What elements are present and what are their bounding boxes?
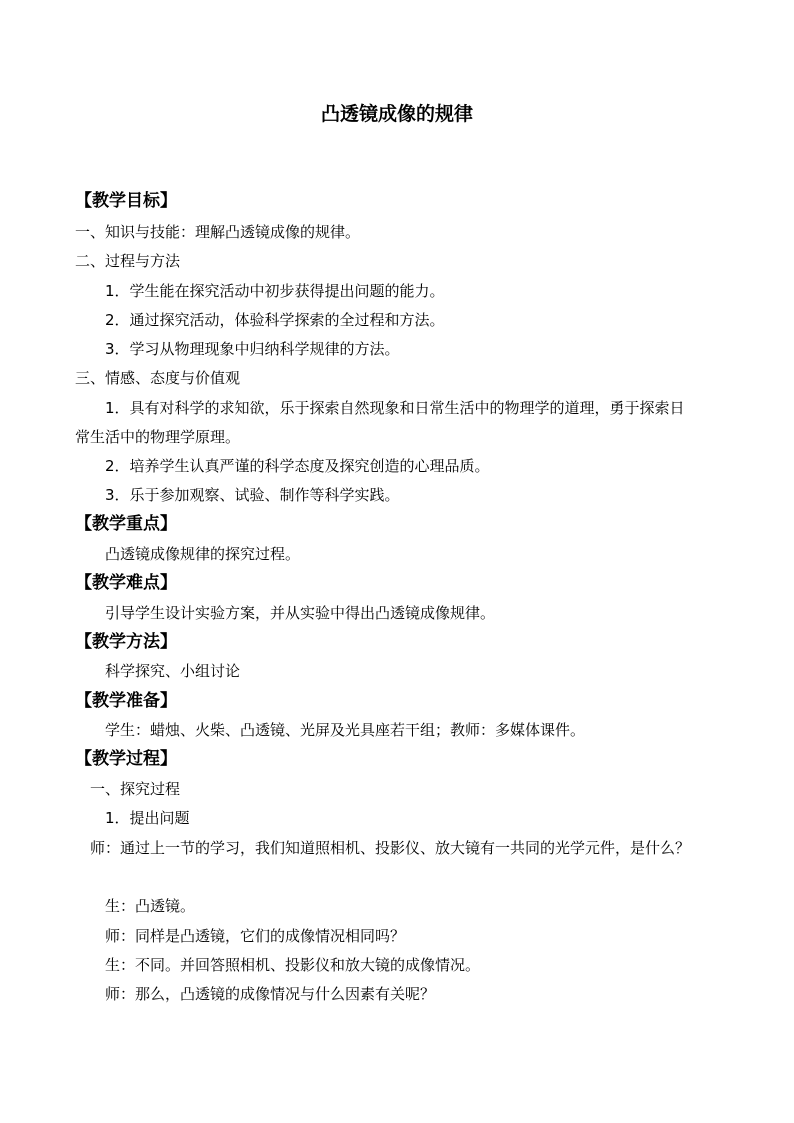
objective-process: 二、过程与方法 [75,252,181,270]
dialogue-teacher-1: 师：通过上一节的学习，我们知道照相机、投影仪、放大镜有一共同的光学元件，是什么？ [90,839,691,857]
objective-process-1: 1．学生能在探究活动中初步获得提出问题的能力。 [105,282,445,300]
preparation-text: 学生：蜡烛、火柴、凸透镜、光屏及光具座若干组；教师：多媒体课件。 [105,721,586,739]
objective-values-3: 3．乐于参加观察、试验、制作等科学实践。 [105,486,400,504]
document-title: 凸透镜成像的规律 [320,103,473,125]
process-step-question: 1．提出问题 [105,809,190,827]
dialogue-teacher-3: 师：那么，凸透镜的成像情况与什么因素有关呢？ [105,985,436,1003]
objective-process-3: 3．学习从物理现象中归纳科学规律的方法。 [105,340,400,358]
methods-text: 科学探究、小组讨论 [105,662,241,680]
process-step-inquiry: 一、探究过程 [90,780,181,798]
heading-preparation: 【教学准备】 [75,691,177,711]
heading-difficulties: 【教学难点】 [75,573,177,593]
objective-values-2: 2．培养学生认真严谨的科学态度及探究创造的心理品质。 [105,457,490,475]
heading-methods: 【教学方法】 [75,632,177,652]
objective-values-1: 1．具有对科学的求知欲，乐于探索自然现象和日常生活中的物理学的道理，勇于探索日 [105,399,685,417]
objective-values-1-cont: 常生活中的物理学原理。 [75,428,241,446]
heading-objectives: 【教学目标】 [75,191,177,211]
objective-values: 三、情感、态度与价值观 [75,369,241,387]
objective-knowledge: 一、知识与技能：理解凸透镜成像的规律。 [75,223,361,241]
dialogue-teacher-2: 师：同样是凸透镜，它们的成像情况相同吗？ [105,927,406,945]
dialogue-student-2: 生：不同。并回答照相机、投影仪和放大镜的成像情况。 [105,956,481,974]
difficulties-text: 引导学生设计实验方案，并从实验中得出凸透镜成像规律。 [105,604,496,622]
heading-process: 【教学过程】 [75,749,177,769]
heading-key-points: 【教学重点】 [75,514,177,534]
key-points-text: 凸透镜成像规律的探究过程。 [105,545,301,563]
objective-process-2: 2．通过探究活动，体验科学探索的全过程和方法。 [105,311,445,329]
dialogue-student-1: 生：凸透镜。 [105,897,196,915]
